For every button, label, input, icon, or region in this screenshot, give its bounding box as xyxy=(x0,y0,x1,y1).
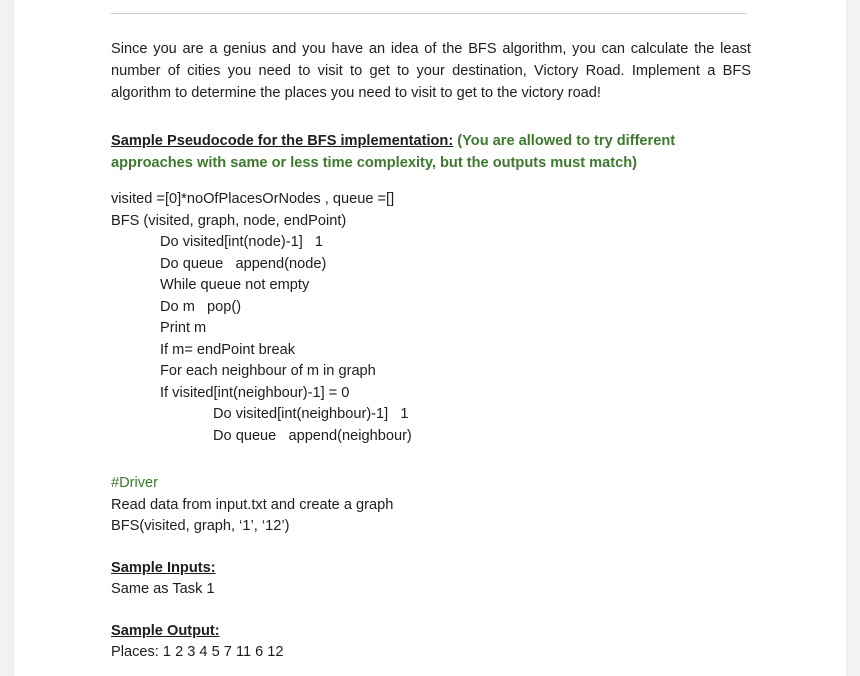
document-content xyxy=(111,38,751,664)
code-line: If visited[int(neighbour)-1] = 0 xyxy=(160,384,350,401)
code-line: Do queue append(node) xyxy=(160,255,327,272)
intro-paragraph: Since you are a genius and you have an idea of the BFS algorithm, you can calculate the least number of cities you need to visit to get to your destination, Victory Road. Implement a BFS algorithm to determine the places you need to visit to get to the victory road! xyxy=(111,41,751,101)
driver-line: Read data from input.txt and create a graph xyxy=(111,496,394,513)
top-divider xyxy=(111,13,747,14)
sample-inputs-text: Same as Task 1 xyxy=(111,581,215,597)
pseudocode-block xyxy=(111,189,751,447)
code-line: visited =[0]*noOfPlacesOrNodes , queue =[] xyxy=(111,191,395,207)
code-line: If m= endPoint break xyxy=(160,341,296,358)
code-line: While queue not empty xyxy=(160,277,310,293)
code-line: Print m xyxy=(160,320,207,336)
code-line: BFS (visited, graph, node, endPoint) xyxy=(111,212,347,229)
code-line: Do queue append(neighbour) xyxy=(213,427,412,444)
sample-output-title: Sample Output: xyxy=(111,622,220,639)
driver-comment: #Driver xyxy=(111,475,159,491)
document-page xyxy=(14,0,846,676)
sample-output-text: Places: 1 2 3 4 5 7 11 6 12 xyxy=(111,644,284,660)
code-line: Do visited[int(node)-1] 1 xyxy=(160,234,324,250)
code-line: Do m pop() xyxy=(160,298,242,315)
sample-inputs-title: Sample Inputs: xyxy=(111,559,216,576)
sample-inputs-section xyxy=(111,558,751,601)
code-line: Do visited[int(neighbour)-1] 1 xyxy=(213,406,409,422)
pseudocode-heading xyxy=(111,130,751,174)
code-line: For each neighbour of m in graph xyxy=(160,363,376,379)
driver-line: BFS(visited, graph, ‘1’, ‘12’) xyxy=(111,518,290,534)
pseudocode-heading-title: Sample Pseudocode for the BFS implementation: xyxy=(111,133,454,149)
sample-output-section xyxy=(111,621,751,664)
pseudocode-heading-note: (You are allowed to try different approaches with same or less time complexity, but the outputs must match) xyxy=(111,133,676,171)
driver-block xyxy=(111,473,751,538)
